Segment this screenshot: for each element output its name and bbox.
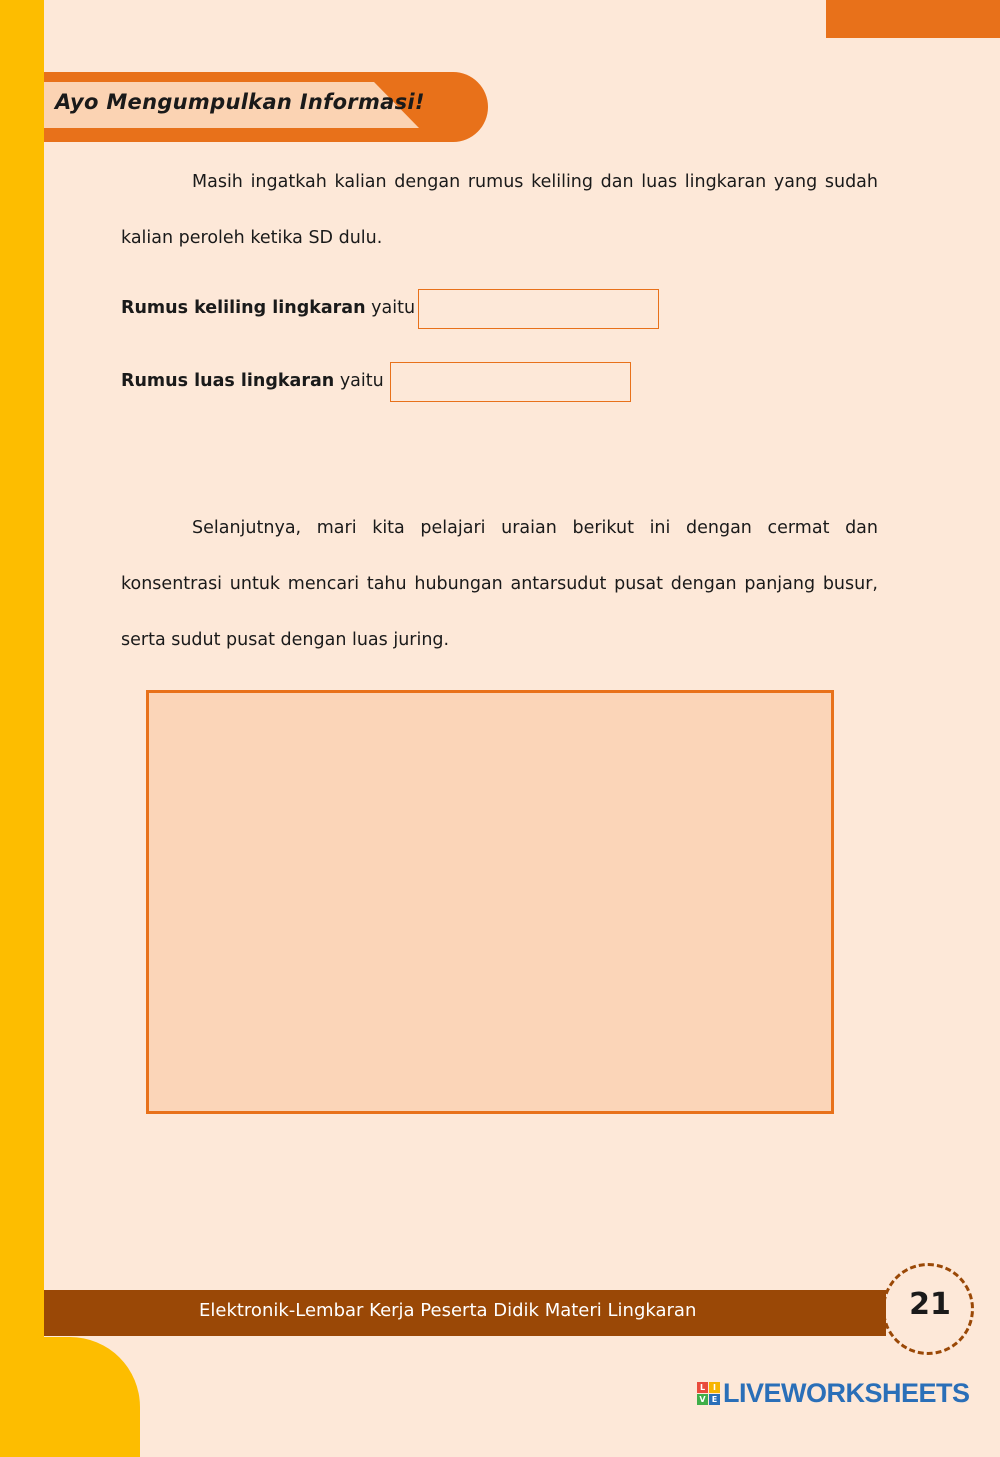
footer-text: Elektronik-Lembar Kerja Peserta Didik Materi Lingkaran: [199, 1300, 697, 1321]
area-formula-row: [121, 371, 384, 391]
left-decor-bar: [0, 0, 44, 1413]
instruction-text: Selanjutnya, mari kita pelajari uraian berikut ini dengan cermat dan konsentrasi untuk mencari tahu hubungan antarsudut pusat dengan panjang busur, serta sudut pusat dengan luas juring.: [121, 518, 878, 650]
banner-underline: [44, 128, 424, 134]
liveworksheets-icon: [697, 1382, 720, 1405]
corner-decor: [826, 0, 1000, 170]
intro-paragraph: [121, 154, 878, 266]
content-frame: [146, 690, 834, 1114]
instruction-paragraph: [121, 500, 878, 668]
bottom-left-decor: [0, 1337, 140, 1457]
circumference-formula-row: [121, 298, 415, 318]
liveworksheets-logo: [697, 1379, 970, 1407]
intro-text: Masih ingatkah kalian dengan rumus keliling dan luas lingkaran yang sudah kalian peroleh ketika SD dulu.: [121, 172, 878, 248]
logo-letter: L: [697, 1382, 708, 1393]
area-answer-box[interactable]: [390, 362, 631, 402]
logo-letter: E: [709, 1394, 720, 1405]
circumference-label-suffix: yaitu: [365, 298, 416, 318]
liveworksheets-text: LIVEWORKSHEETS: [723, 1377, 970, 1408]
circumference-label: Rumus keliling lingkaran: [121, 298, 366, 318]
area-label-suffix: yaitu: [334, 371, 384, 391]
logo-letter: I: [709, 1382, 720, 1393]
area-label: Rumus luas lingkaran: [121, 371, 335, 391]
logo-letter: V: [697, 1394, 708, 1405]
section-title: Ayo Mengumpulkan Informasi!: [55, 90, 425, 114]
circumference-answer-box[interactable]: [418, 289, 659, 329]
page-number: 21: [909, 1287, 951, 1322]
